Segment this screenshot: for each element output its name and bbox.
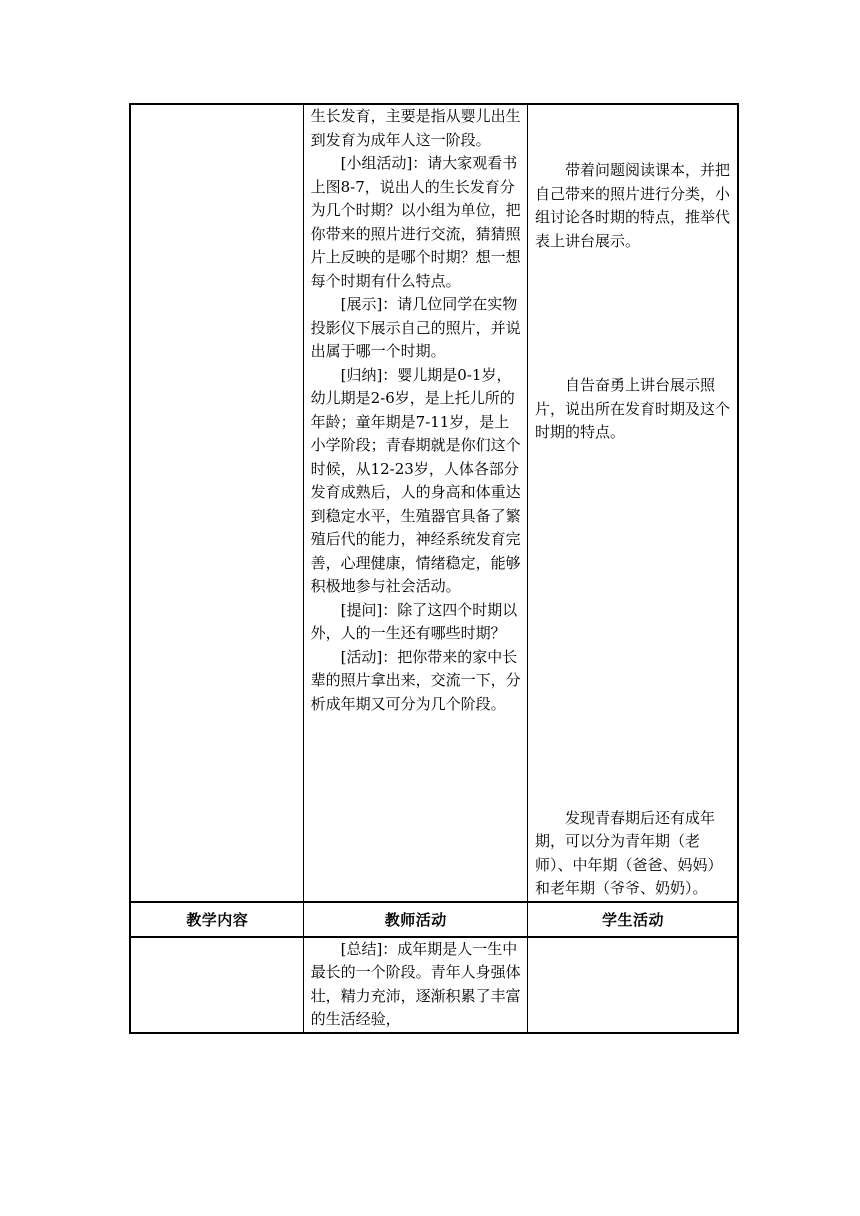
lesson-plan-table [129, 103, 739, 1034]
cell-spacer [535, 253, 731, 374]
teacher-activity-cell [303, 104, 527, 902]
header-teaching-content: 教学内容 [130, 902, 303, 937]
teaching-content-cell [130, 937, 303, 1033]
teacher-paragraph: [小组活动]：请大家观看书上图8-7，说出人的生长发育分为几个时期？以小组为单位，把你带来的照片进行交流，猜猜照片上反映的是哪个时期？想一想每个时期有什么特点。 [310, 154, 521, 290]
teaching-content-cell [130, 104, 303, 902]
cell-spacer [535, 445, 731, 807]
teacher-paragraph: [归纳]：婴儿期是0-1岁，幼儿期是2-6岁，是上托儿所的年龄；童年期是7-11岁，是上小学阶段；青春期就是你们这个时候，从12-23岁，人体各部分发育成熟后，人的身高和体重达到稳定水平，生殖器官具备了繁殖后代的能力，神经系统发育完善，心理健康，情绪稳定，能够积极地参与社会活动。 [310, 365, 521, 595]
student-activity-cell [527, 937, 738, 1033]
table-row [130, 104, 738, 902]
header-student-activity: 学生活动 [527, 902, 738, 937]
student-paragraph: 带着问题阅读课本，并把自己带来的照片进行分类，小组讨论各时期的特点，推举代表上讲台展示。 [534, 161, 730, 250]
student-paragraph: 发现青春期后还有成年期，可以分为青年期（老师）、中年期（爸爸、妈妈）和老年期（爷爷、奶奶）。 [534, 808, 723, 897]
teacher-paragraph: [总结]：成年期是人一生中最长的一个阶段。青年人身强体壮，精力充沛，逐渐积累了丰富的生活经验， [310, 939, 521, 1028]
teacher-paragraph: [提问]：除了这四个时期以外，人的一生还有哪些时期？ [310, 600, 518, 642]
student-paragraph: 自告奋勇上讲台展示照片，说出所在发育时期及这个时期的特点。 [534, 376, 730, 441]
cell-spacer [535, 105, 731, 159]
teacher-activity-cell [303, 937, 527, 1033]
header-teacher-activity: 教师活动 [303, 902, 527, 937]
teacher-paragraph: [活动]：把你带来的家中长辈的照片拿出来，交流一下，分析成年期又可分为几个阶段。 [310, 647, 521, 713]
teacher-paragraph: 生长发育，主要是指从婴儿出生到发育为成年人这一阶段。 [310, 107, 521, 149]
teacher-paragraph: [展示]：请几位同学在实物投影仪下展示自己的照片，并说出属于哪一个时期。 [310, 295, 521, 360]
table-row [130, 937, 738, 1033]
table-header-row [130, 902, 738, 937]
student-activity-cell [527, 104, 738, 902]
